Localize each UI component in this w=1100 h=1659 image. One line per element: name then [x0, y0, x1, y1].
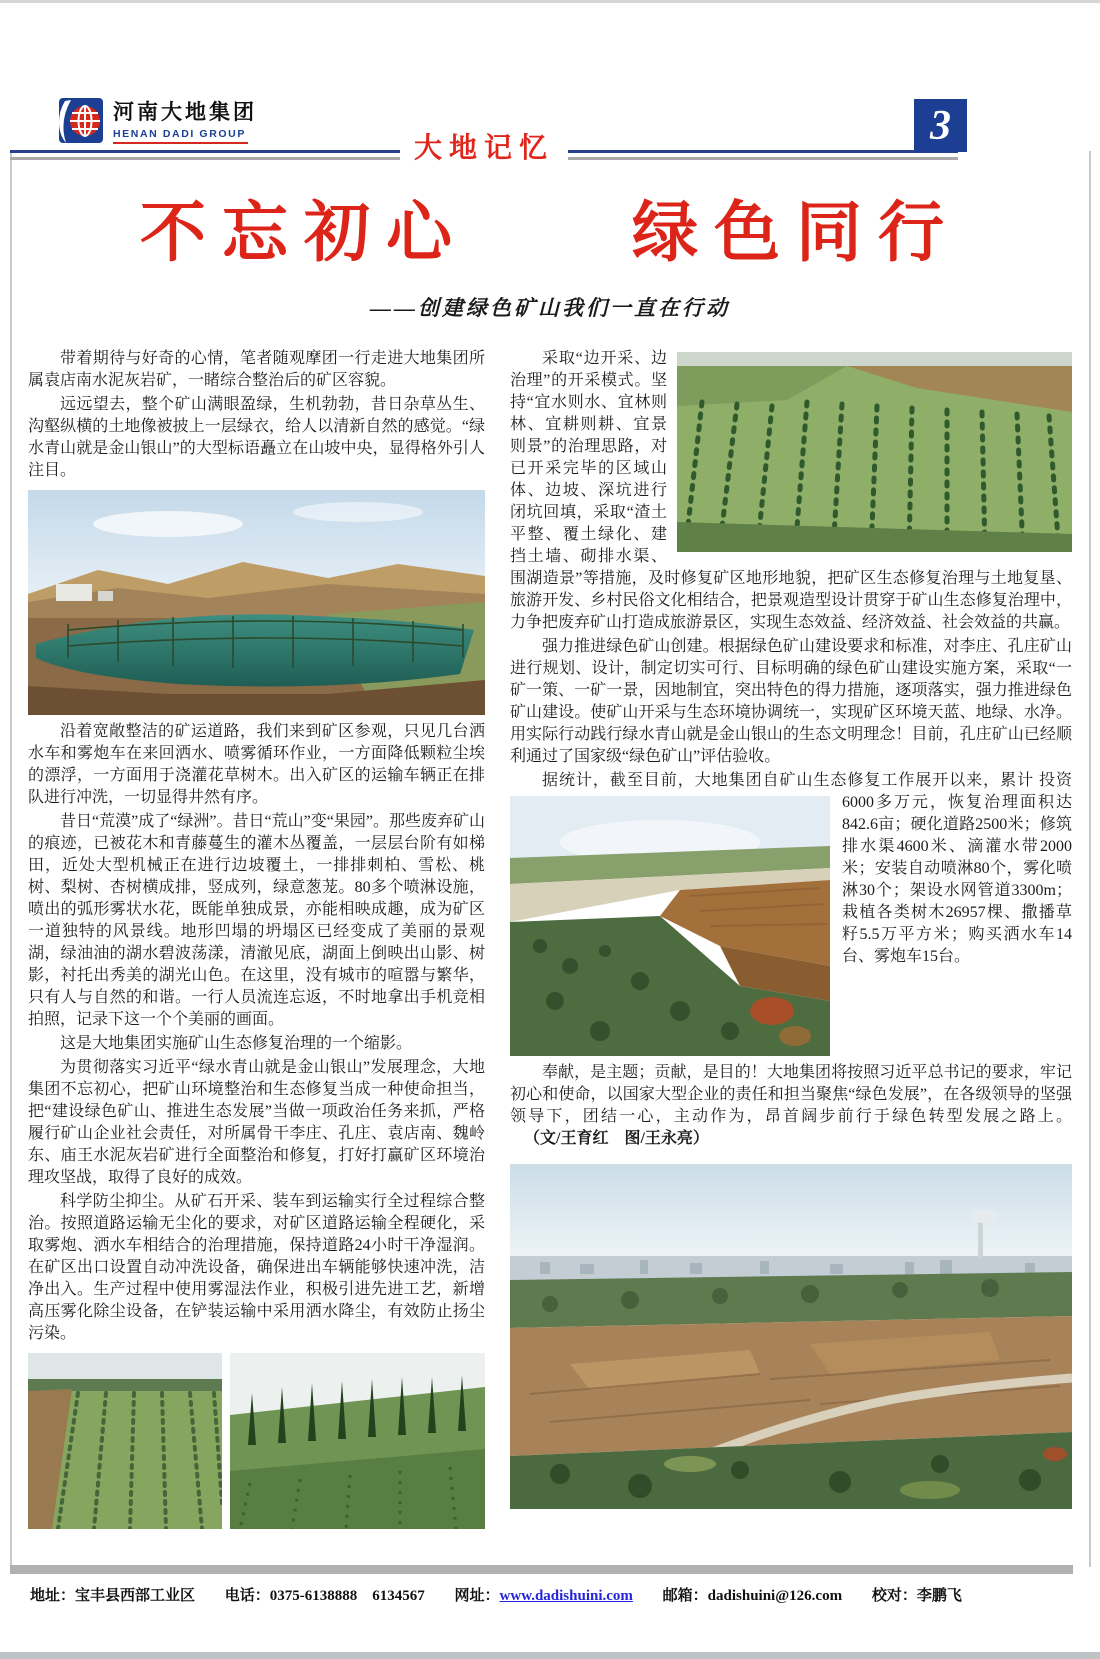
byline: （文/王育红 图/王永亮）: [524, 1130, 709, 1148]
footer-proofreader: 校对：李鹏飞: [871, 1588, 962, 1604]
article-body: [0, 348, 1100, 1529]
paragraph: 昔日“荒漠”成了“绿洲”。昔日“荒山”变“果园”。那些废弃矿山的痕迹，已被花木和青藤蔓生的灌木丛覆盖，一层层台阶有如梯田，近处大型机械正在进行边坡覆土，一排排刺柏、雪松、桃树、梨树、杏树横成排，竖成列，绿意葱茏。80多个喷淋设施，喷出的弧形雾状水花，既能单独成景，亦能相映成趣，成为矿区一道独特的风景线。地形凹塌的坍塌区已经变成了美丽的景观湖，绿油油的湖水碧波荡漾，清澈见底，湖面上倒映出山影、树影，衬托出秀美的湖光山色。在这里，没有城市的喧嚣与繁华，只有人与自然的和谐。一行人员流连忘返，不时地拿出手机竞相拍照，记录下这一个个美丽的画面。: [28, 813, 485, 1029]
logo-name-en: HENAN DADI GROUP: [113, 126, 248, 144]
paragraph-mining-mode: [510, 348, 1072, 634]
photo-mine-panorama: [510, 1164, 1072, 1509]
page-edge-right: [1089, 151, 1091, 1567]
photo-green-hill-poplars: [230, 1353, 485, 1529]
photo-row-bottom-left: [28, 1353, 485, 1529]
masthead-logo: [58, 95, 257, 145]
paragraph-closing: [510, 1062, 1072, 1150]
column-left: [28, 348, 485, 1529]
logo-name-cn: 河南大地集团: [113, 101, 257, 124]
section-title: 大地记忆: [400, 126, 568, 166]
page-edge-left: [10, 151, 12, 1567]
footer-website-label: 网址：: [454, 1588, 500, 1604]
article-subtitle: ——创建绿色矿山我们一直在行动: [370, 296, 730, 321]
paragraph: 沿着宽敞整洁的矿运道路，我们来到矿区参观，只见几台洒水车和雾炮车在来回洒水、喷雾循环作业，一方面降低颗粒尘埃的漂浮，一方面用于浇灌花草树木。出入矿区的运输车辆正在排队进行冲洗，一切显得井然有序。: [28, 723, 485, 807]
paragraph: 这是大地集团实施矿山生态修复治理的一个缩影。: [60, 1035, 413, 1053]
article-title: 不忘初心 绿色同行: [140, 197, 960, 270]
page-number-badge: 3: [914, 99, 967, 152]
paragraph-text: 奉献，是主题；贡献，是目的！大地集团将按照习近平总书记的要求，牢记初心和使命，以国家大型企业的责任和担当聚焦“绿色发展”，在各级领导的坚强领导下，团结一心，主动作为，昂首阔步前行于绿色转型发展之路上。: [510, 1064, 1072, 1126]
paragraph-text: 投资6000多万元，恢复治理面积达842.6亩；硬化道路2500米；修筑排水渠4600米、滴灌水带2000米；安装自动喷淋80个，雾化喷淋30个；架设水网管道3300m；栽植各类树木26957棵、撒播草籽5.5万平方米；购买洒水车14台、雾炮车15台。: [842, 772, 1072, 966]
footer-website: [455, 1588, 633, 1604]
paragraph: 为贯彻落实习近平“绿水青山就是金山银山”发展理念，大地集团不忘初心，把矿山环境整治和生态修复当成一种使命担当，把“建设绿色矿山、推进生态发展”当做一项政治任务来抓，严格履行矿山企业社会责任，对所属骨干李庄、孔庄、袁店南、魏岭东、庙王水泥灰岩矿进行全面整治和修复，打好打赢矿区环境治理攻坚战，取得了良好的成效。: [28, 1059, 485, 1187]
footer-website-link[interactable]: www.dadishuini.com: [499, 1588, 633, 1604]
dadi-globe-logo-icon: [58, 95, 104, 145]
page-edge-bottom: [0, 1652, 1100, 1659]
photo-quarry-road: [510, 796, 830, 1056]
paragraph-text: 据统计，截至目前，大地集团自矿山生态修复工作展开以来，累计: [542, 772, 1035, 790]
footer-divider-bar: [10, 1565, 1073, 1574]
footer: [30, 1584, 1080, 1605]
photo-planted-field: [28, 1353, 222, 1529]
paragraph-text: 采取“边开采、边治理”的开采模式。坚持“宜水则水、宜林则林、宜耕则耕、宜景则景”的治理思路，对已开采完毕的区域山体、边坡、深坑进行闭坑回填，采取“渣土平整、覆土绿化、建挡土墙、砌排水渠、围湖造景”等措施，及时修复矿区地形地貌，把矿区生态修复治理与土地复垦、旅游开发、乡村民俗文化相结合，把景观造型设计贯穿于矿山生态修复治理中，力争把废弃矿山打造成旅游景区，实现生态效益、经济效益、社会效益的共赢。: [510, 350, 1072, 632]
paragraph: 带着期待与好奇的心情，笔者随观摩团一行走进大地集团所属袁店南水泥灰岩矿，一睹综合整治后的矿区容貌。: [28, 350, 485, 390]
paragraph: 远远望去，整个矿山满眼盈绿，生机勃勃，昔日杂草丛生、沟壑纵横的土地像被披上一层绿衣，给人以清新自然的感觉。“绿水青山就是金山银山”的大型标语矗立在山坡中央，显得格外引人注目。: [28, 396, 485, 480]
paragraph-stats: [510, 770, 1072, 1060]
footer-email: 邮箱：dadishuini@126.com: [662, 1588, 843, 1604]
paragraph: 科学防尘抑尘。从矿石开采、装车到运输实行全过程综合整治。按照道路运输无尘化的要求，对矿区道路运输全程硬化，采取雾炮、洒水车相结合的治理措施，保持道路24小时干净湿润。在矿区出口设置自动冲洗设备，确保进出车辆能够快速冲洗，洁净出入。生产过程中使用雾湿法作业，积极引进先进工艺，新增高压雾化除尘设备，在铲装运输中采用洒水降尘，有效防止扬尘污染。: [28, 1193, 485, 1343]
footer-address: 地址：宝丰县西部工业区: [30, 1588, 196, 1604]
footer-phone: 电话：0375-6138888 6134567: [224, 1588, 425, 1604]
paragraph: 强力推进绿色矿山创建。根据绿色矿山建设要求和标准，对李庄、孔庄矿山进行规划、设计，制定切实可行、目标明确的绿色矿山建设实施方案，采取“一矿一策、一矿一景，因地制宜，突出特色的得力措施，逐项落实，强力推进绿色矿山建设。使矿山开采与生态环境协调统一，实现矿区环境天蓝、地绿、水净。用实际行动践行绿水青山就是金山银山的生态文明理念！目前，孔庄矿山已经顺利通过了国家级“绿色矿山”评估验收。: [510, 638, 1072, 766]
photo-mine-lake: [28, 490, 485, 715]
column-right: [510, 348, 1072, 1529]
photo-terraced-trees: [677, 352, 1072, 552]
